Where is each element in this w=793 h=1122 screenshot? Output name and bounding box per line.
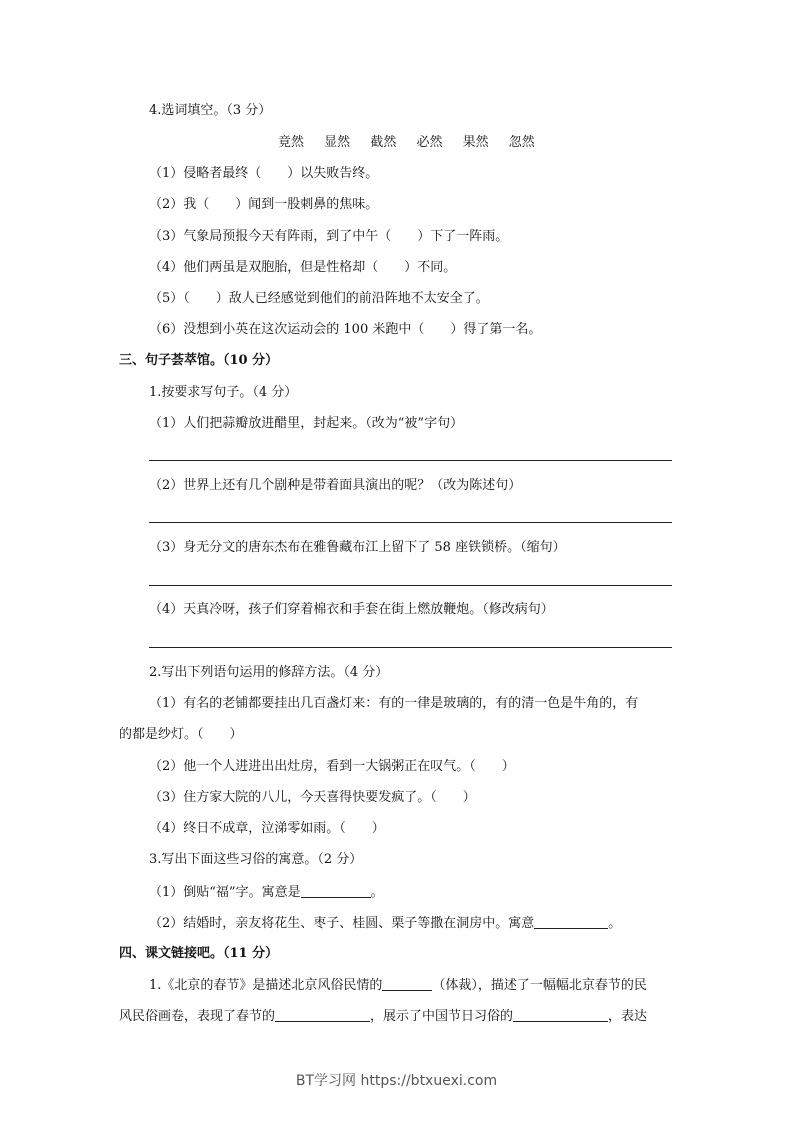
s4-q1-line — [149, 976, 647, 995]
option-word: 显然 — [324, 135, 351, 150]
s3-q1-item: （4）天真冷呀，孩子们穿着棉衣和手套在街上燃放鞭炮。（修改病句） — [149, 602, 554, 617]
fill-blank[interactable] — [382, 976, 432, 991]
s3-q2-title: 2.写出下列语句运用的修辞方法。（4 分） — [149, 665, 389, 680]
s3-q3-item — [149, 914, 621, 933]
s4-q1-text: （体裁），描述了一幅幅北京春节的民 — [432, 978, 647, 993]
q4-item: （3）气象局预报今天有阵雨，到了中午（ ）下了一阵雨。 — [149, 229, 509, 244]
s4-q1-text: 1.《北京的春节》是描述北京风俗民情的 — [149, 978, 383, 993]
s3-q1-title: 1.按要求写句子。（4 分） — [149, 385, 298, 400]
s3-q2-item: （1）有名的老铺都要挂出几百盏灯来：有的一律是玻璃的，有的清一色是牛角的，有 — [149, 696, 639, 711]
s3-q2-item: （3）住方家大院的八儿，今天喜得快要发疯了。（ ） — [149, 790, 476, 805]
option-word: 果然 — [462, 135, 489, 150]
q4-item: （6）没想到小英在这次运动会的 100 米跑中（ ）得了第一名。 — [149, 322, 542, 337]
answer-line[interactable] — [149, 522, 672, 523]
option-word: 必然 — [416, 135, 443, 150]
q4-item: （1）侵略者最终（ ）以失败告终。 — [149, 166, 379, 181]
section-3-heading: 三、句子荟萃馆。（10 分） — [119, 353, 279, 368]
s3-q2-item-cont: 的都是纱灯。（ ） — [119, 727, 243, 742]
q4-item: （5）（ ）敌人已经感觉到他们的前沿阵地不太安全了。 — [149, 291, 489, 306]
s3-q3-title: 3.写出下面这些习俗的寓意。（2 分） — [149, 852, 363, 867]
site-footer: BT学习网 https://btxuexi.com — [295, 1073, 498, 1089]
q4-item: （4）他们两虽是双胞胎，但是性格却（ ）不同。 — [149, 260, 457, 275]
answer-line[interactable] — [149, 647, 672, 648]
s4-q1-text: ，表达 — [608, 1009, 648, 1024]
answer-line[interactable] — [149, 460, 672, 461]
q4-item: （2）我（ ）闻到一股刺鼻的焦味。 — [149, 197, 379, 212]
fill-blank[interactable] — [301, 883, 371, 898]
fill-blank[interactable] — [513, 1007, 608, 1022]
s3-q1-item: （2）世界上还有几个剧种是带着面具演出的呢？（改为陈述句） — [149, 478, 522, 493]
s3-q2-item: （4）终日不成章，泣涕零如雨。（ ） — [149, 821, 385, 836]
section-4-heading: 四、课文链接吧。（11 分） — [119, 946, 279, 961]
option-word: 竟然 — [278, 135, 305, 150]
answer-line[interactable] — [149, 585, 672, 586]
q4-word-options — [278, 134, 551, 152]
punct: 。 — [370, 885, 384, 900]
fill-blank[interactable] — [534, 914, 608, 929]
s3-q3-item-text: （1）倒贴“福”字。寓意是 — [149, 885, 301, 900]
q4-title: 4.选词填空。（3 分） — [149, 103, 272, 118]
s4-q1-line-cont — [119, 1007, 647, 1026]
s3-q3-item — [149, 883, 384, 902]
s3-q1-item: （1）人们把蒜瓣放进醋里，封起来。（改为“被”字句） — [149, 416, 464, 431]
fill-blank[interactable] — [275, 1007, 370, 1022]
option-word: 忽然 — [508, 135, 535, 150]
s3-q1-item: （3）身无分文的唐东杰布在雅鲁藏布江上留下了 58 座铁锁桥。（缩句） — [149, 540, 566, 555]
s3-q2-item: （2）他一个人进进出出灶房，看到一大锅粥正在叹气。（ ） — [149, 759, 515, 774]
option-word: 截然 — [370, 135, 397, 150]
punct: 。 — [608, 916, 622, 931]
s4-q1-text: 风民俗画卷，表现了春节的 — [119, 1009, 276, 1024]
s3-q3-item-text: （2）结婚时，亲友将花生、枣子、桂圆、栗子等撒在洞房中。寓意 — [149, 916, 535, 931]
s4-q1-text: ，展示了中国节日习俗的 — [370, 1009, 514, 1024]
